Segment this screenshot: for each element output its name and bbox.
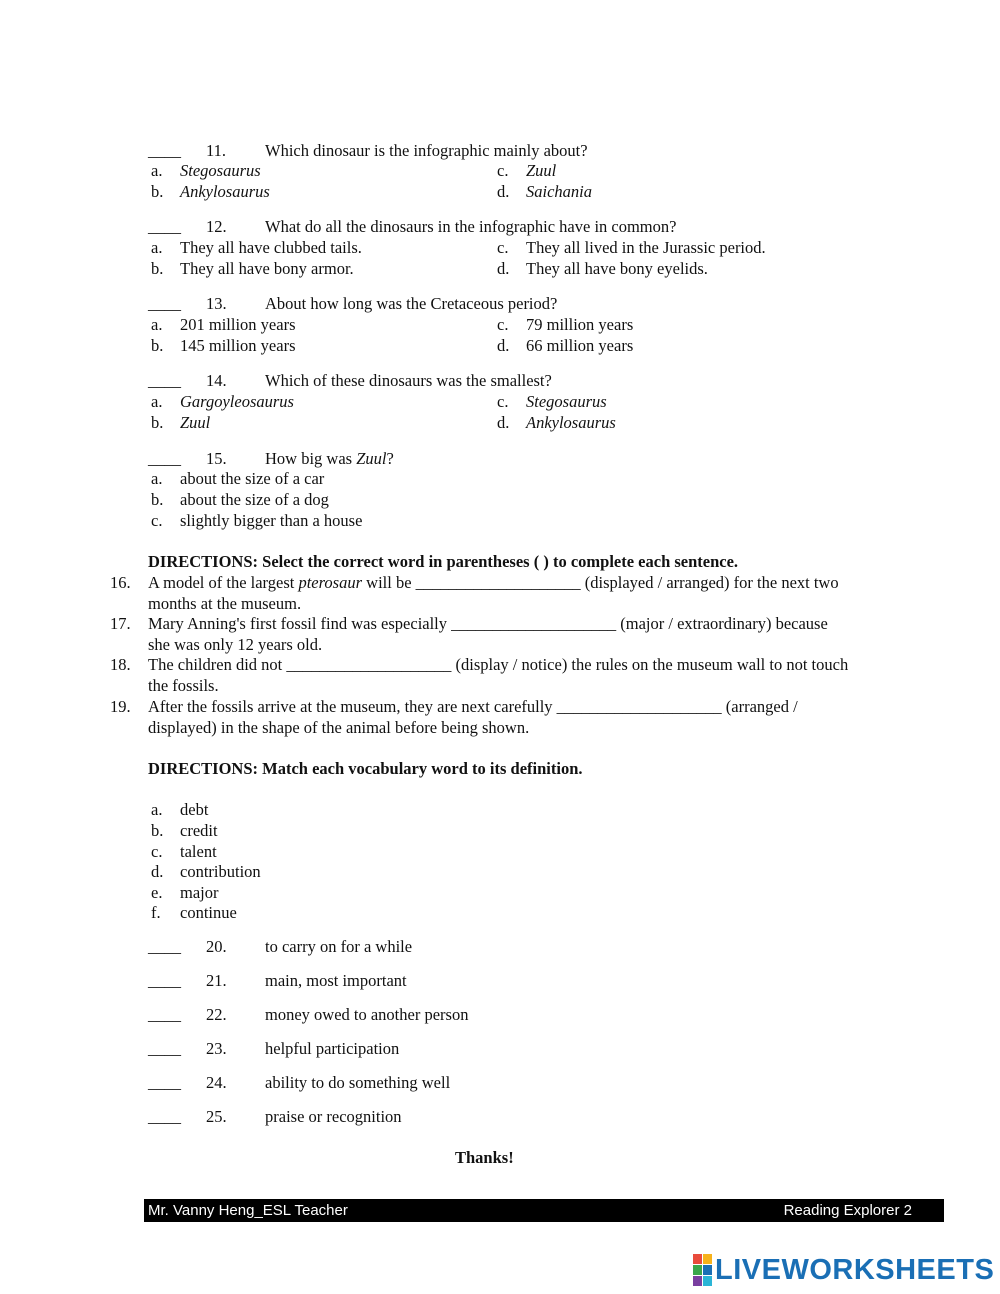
question-text: Which of these dinosaurs was the smallest? [265, 371, 552, 390]
option-text: Ankylosaurus [180, 182, 270, 201]
logo-block [703, 1276, 712, 1286]
matching-definition: main, most important [265, 971, 407, 990]
matching-number: 21. [206, 971, 227, 990]
answer-blank[interactable]: ____ [148, 937, 181, 956]
matching-number: 23. [206, 1039, 227, 1058]
sentence-number: 17. [110, 614, 131, 633]
answer-blank[interactable]: ____ [148, 1073, 181, 1092]
option-text: about the size of a dog [180, 490, 329, 509]
sentence-line[interactable] [148, 573, 839, 593]
sentence-line: months at the museum. [148, 594, 302, 613]
option-label: a. [151, 392, 163, 411]
option-text: 66 million years [526, 336, 634, 355]
sentence-text-part: will be ____________________ (displayed / arranged) for the next two [362, 573, 839, 592]
logo-block [693, 1254, 702, 1264]
matching-number: 25. [206, 1107, 227, 1126]
option-text: Zuul [180, 413, 211, 432]
answer-blank[interactable]: ____ [148, 1039, 181, 1058]
matching-number: 24. [206, 1073, 227, 1092]
vocab-label: c. [151, 842, 163, 861]
vocab-word: major [180, 883, 219, 902]
option-label: d. [497, 336, 510, 355]
matching-definition: money owed to another person [265, 1005, 469, 1024]
footer-book-title: Reading Explorer 2 [783, 1202, 912, 1219]
sentence-line[interactable]: Mary Anning's first fossil find was especially ____________________ (major / extraordinary) because [148, 614, 828, 633]
matching-definition: to carry on for a while [265, 937, 413, 956]
option-text: 201 million years [180, 315, 296, 334]
option-label: c. [151, 511, 163, 530]
vocab-label: e. [151, 883, 163, 902]
matching-number: 22. [206, 1005, 227, 1024]
answer-blank[interactable]: ____ [148, 1005, 181, 1024]
thanks-text: Thanks! [455, 1148, 514, 1167]
answer-blank[interactable]: ____ [148, 1107, 181, 1126]
sentence-line[interactable]: After the fossils arrive at the museum, they are next carefully ____________________ (arranged / [148, 697, 798, 716]
option-text: They all have bony eyelids. [526, 259, 708, 278]
question-number: 14. [206, 371, 227, 390]
vocab-word: credit [180, 821, 218, 840]
option-label: a. [151, 315, 163, 334]
option-text: 145 million years [180, 336, 296, 355]
option-label: c. [497, 315, 509, 334]
answer-blank[interactable]: ____ [148, 449, 181, 468]
sentence-line[interactable]: The children did not ____________________ (display / notice) the rules on the museum wall to not touch [148, 655, 849, 674]
question-number: 11. [206, 141, 227, 160]
option-label: b. [151, 259, 164, 278]
option-text: Zuul [526, 161, 557, 180]
option-text: They all have bony armor. [180, 259, 354, 278]
footer-bar [144, 1199, 944, 1222]
question-text-part: ? [386, 449, 394, 468]
option-label: c. [497, 161, 509, 180]
option-label: c. [497, 238, 509, 257]
answer-blank[interactable]: ____ [148, 141, 181, 160]
question-text-part: How big was [265, 449, 357, 468]
logo-blocks-icon [693, 1254, 712, 1286]
option-text: Saichania [526, 182, 592, 201]
sentence-number: 16. [110, 573, 131, 592]
question-text: About how long was the Cretaceous period? [265, 294, 558, 313]
option-label: a. [151, 161, 163, 180]
logo-block [703, 1254, 712, 1264]
question-text-italic: Zuul [356, 449, 387, 468]
answer-blank[interactable]: ____ [148, 371, 181, 390]
logo-block [693, 1276, 702, 1286]
option-text: about the size of a car [180, 469, 325, 488]
matching-definition: helpful participation [265, 1039, 400, 1058]
question-number: 12. [206, 217, 227, 236]
vocab-label: f. [151, 903, 161, 922]
vocab-word: debt [180, 800, 209, 819]
sentence-text-italic: pterosaur [298, 573, 363, 592]
option-label: d. [497, 413, 510, 432]
question-text: Which dinosaur is the infographic mainly about? [265, 141, 588, 160]
option-text: Stegosaurus [526, 392, 607, 411]
answer-blank[interactable]: ____ [148, 294, 181, 313]
option-text: They all lived in the Jurassic period. [526, 238, 766, 257]
sentence-text-part: A model of the largest [148, 573, 299, 592]
logo-block [703, 1265, 712, 1275]
matching-definition: praise or recognition [265, 1107, 402, 1126]
question-text: What do all the dinosaurs in the infographic have in common? [265, 217, 677, 236]
option-text: Ankylosaurus [526, 413, 616, 432]
question-number: 13. [206, 294, 227, 313]
question-number: 15. [206, 449, 227, 468]
sentence-line: the fossils. [148, 676, 219, 695]
vocab-label: d. [151, 862, 164, 881]
option-label: a. [151, 238, 163, 257]
logo-text: LIVEWORKSHEETS [715, 1253, 995, 1286]
matching-number: 20. [206, 937, 227, 956]
option-text: Stegosaurus [180, 161, 261, 180]
option-text: Gargoyleosaurus [180, 392, 294, 411]
option-label: b. [151, 336, 164, 355]
option-label: d. [497, 182, 510, 201]
answer-blank[interactable]: ____ [148, 971, 181, 990]
answer-blank[interactable]: ____ [148, 217, 181, 236]
option-label: b. [151, 182, 164, 201]
directions-heading: DIRECTIONS: Match each vocabulary word to its definition. [148, 759, 583, 778]
question-text [265, 449, 394, 469]
option-label: c. [497, 392, 509, 411]
option-text: slightly bigger than a house [180, 511, 363, 530]
option-text: They all have clubbed tails. [180, 238, 362, 257]
vocab-word: talent [180, 842, 217, 861]
sentence-line: she was only 12 years old. [148, 635, 323, 654]
sentence-number: 19. [110, 697, 131, 716]
directions-heading: DIRECTIONS: Select the correct word in parentheses ( ) to complete each sentence. [148, 552, 739, 571]
option-text: 79 million years [526, 315, 634, 334]
vocab-label: a. [151, 800, 163, 819]
footer-author: Mr. Vanny Heng_ESL Teacher [148, 1202, 348, 1219]
logo-block [693, 1265, 702, 1275]
vocab-label: b. [151, 821, 164, 840]
option-label: a. [151, 469, 163, 488]
liveworksheets-logo[interactable] [693, 1254, 994, 1286]
matching-definition: ability to do something well [265, 1073, 451, 1092]
sentence-number: 18. [110, 655, 131, 674]
sentence-line: displayed) in the shape of the animal before being shown. [148, 718, 530, 737]
option-label: b. [151, 413, 164, 432]
vocab-word: contribution [180, 862, 261, 881]
option-label: b. [151, 490, 164, 509]
option-label: d. [497, 259, 510, 278]
vocab-word: continue [180, 903, 237, 922]
